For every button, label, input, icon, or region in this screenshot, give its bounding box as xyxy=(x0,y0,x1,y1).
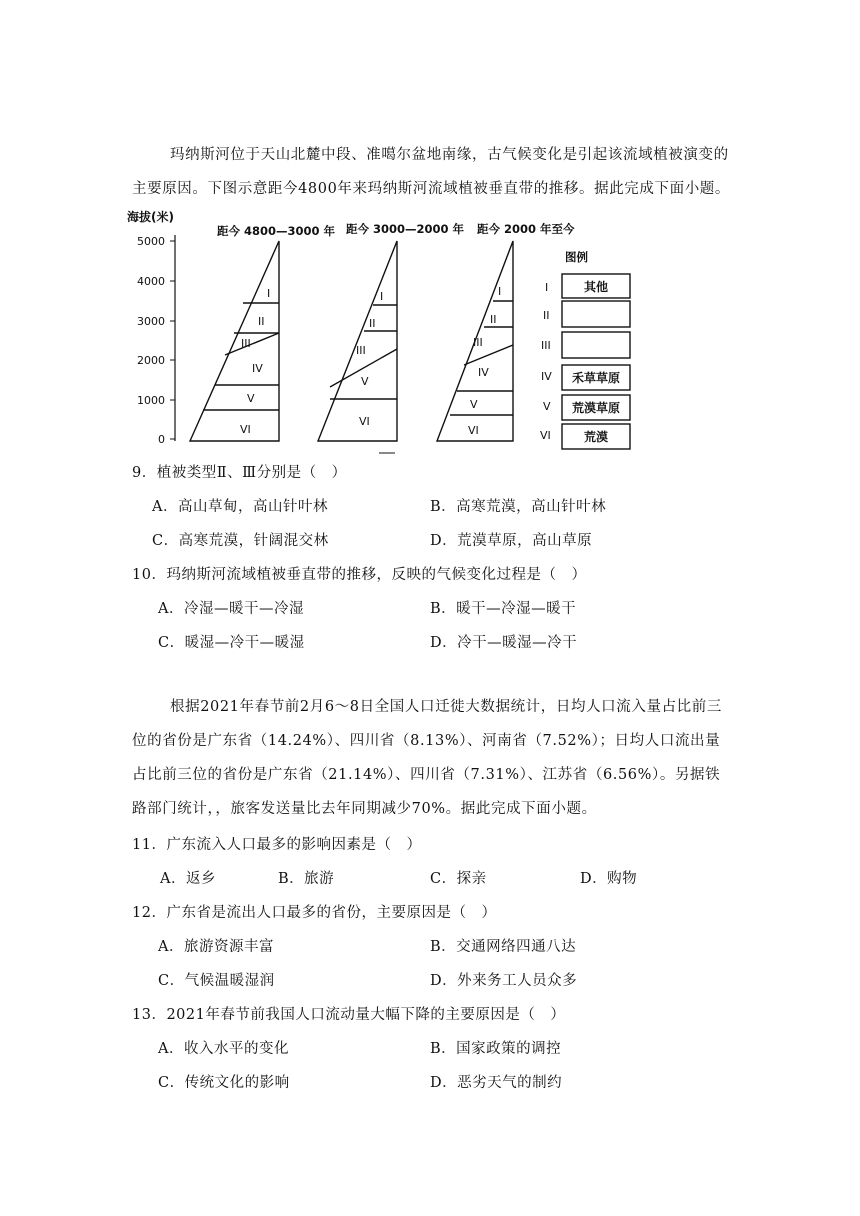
legend-code: IV xyxy=(541,370,552,383)
option-d[interactable]: D．荒漠草原，高山草原 xyxy=(430,533,593,549)
option-b[interactable]: B．交通网络四通八达 xyxy=(430,939,577,955)
option-d[interactable]: D．外来务工人员众多 xyxy=(430,973,578,989)
option-c[interactable]: C．传统文化的影响 xyxy=(158,1075,290,1091)
passage-migration: 根据2021年春节前2月6～8日全国人口迁徙大数据统计，日均人口流入量占比前三位的省份是广东省（14.24%）、四川省（8.13%）、河南省（7.52%）；日均人口流出量占比前三位的省份是广东省（21.14%）、四川省（7.31%）、江苏省（6.56%）。另据铁路部门统计，，旅客发送量比去年同期减少70%。据此完成下面小题。 xyxy=(132,699,722,817)
y-tick-label: 0 xyxy=(158,433,165,446)
passage-manas: 玛纳斯河位于天山北麓中段、准噶尔盆地南缘，古气候变化是引起该流域植被演变的主要原因。下图示意距今4800年来玛纳斯河流域植被垂直带的推移。据此完成下面小题。 xyxy=(132,147,730,197)
question-stem: 11．广东流入人口最多的影响因素是（ ） xyxy=(132,837,422,853)
y-tick-label: 5000 xyxy=(137,235,165,248)
zone-label: IV xyxy=(252,362,263,375)
legend-box xyxy=(562,301,630,327)
vegetation-zone-figure xyxy=(127,205,635,455)
option-b[interactable]: B．国家政策的调控 xyxy=(430,1041,562,1057)
legend-text: 荒漠 xyxy=(583,430,609,444)
y-tick-label: 4000 xyxy=(137,275,165,288)
y-tick-label: 2000 xyxy=(137,354,165,367)
legend-code: II xyxy=(543,309,550,322)
legend-code: VI xyxy=(540,429,551,442)
zone-label: VI xyxy=(359,415,370,428)
option-a[interactable]: A．高山草甸，高山针叶林 xyxy=(152,499,328,515)
zone-label: I xyxy=(380,290,384,303)
panel-title: 距今 4800—3000 年 xyxy=(217,224,336,238)
option-d[interactable]: D．恶劣天气的制约 xyxy=(430,1075,563,1091)
panel-2-triangle xyxy=(318,241,397,441)
zone-label: VI xyxy=(468,424,479,437)
option-d[interactable]: D．购物 xyxy=(580,871,638,887)
panel-1-triangle xyxy=(190,241,279,441)
legend-text: 其他 xyxy=(583,280,609,294)
option-c[interactable]: C．气候温暖湿润 xyxy=(158,973,275,989)
zone-label: I xyxy=(498,285,502,298)
zone-label: II xyxy=(258,315,265,328)
option-b[interactable]: B．暖干—冷湿—暖干 xyxy=(430,601,577,617)
zone-label: II xyxy=(369,317,376,330)
panel-title: 距今 3000—2000 年 xyxy=(346,222,465,236)
zone-label: V xyxy=(247,392,255,405)
question-stem: 9．植被类型Ⅱ、Ⅲ分别是（ ） xyxy=(132,465,347,481)
option-c[interactable]: C．探亲 xyxy=(430,871,487,887)
y-tick-label: 3000 xyxy=(137,315,165,328)
legend-code: V xyxy=(543,400,551,413)
option-b[interactable]: B．旅游 xyxy=(278,871,335,887)
zone-label: IV xyxy=(478,366,489,379)
question-stem: 10．玛纳斯河流域植被垂直带的推移，反映的气候变化过程是（ ） xyxy=(132,567,587,583)
zone-label: VI xyxy=(240,423,251,436)
question-stem: 12．广东省是流出人口最多的省份，主要原因是（ ） xyxy=(132,905,497,921)
option-b[interactable]: B．高寒荒漠，高山针叶林 xyxy=(430,499,607,515)
zone-label: I xyxy=(267,287,271,300)
panel-title: 距今 2000 年至今 xyxy=(477,222,575,236)
question-stem: 13．2021年春节前我国人口流动量大幅下降的主要原因是（ ） xyxy=(132,1007,566,1023)
zone-label: II xyxy=(490,313,497,326)
zone-label: V xyxy=(361,375,369,388)
option-a[interactable]: A．冷湿—暖干—冷湿 xyxy=(158,601,304,617)
legend-code: III xyxy=(541,339,551,352)
y-tick-label: 1000 xyxy=(137,394,165,407)
option-a[interactable]: A．收入水平的变化 xyxy=(158,1041,289,1057)
legend-box xyxy=(562,332,630,358)
legend-text: 荒漠草原 xyxy=(571,401,621,415)
zone-label: III xyxy=(356,344,366,357)
legend-code: I xyxy=(545,281,549,294)
zone-label: III xyxy=(241,337,251,350)
option-c[interactable]: C．高寒荒漠，针阔混交林 xyxy=(152,533,329,549)
legend-text: 禾草草原 xyxy=(571,371,621,385)
legend-title: 图例 xyxy=(565,250,588,264)
y-axis-title: 海拔(米) xyxy=(127,210,174,224)
option-a[interactable]: A．返乡 xyxy=(160,871,216,887)
zone-label: V xyxy=(470,398,478,411)
zone-label: III xyxy=(473,336,483,349)
option-c[interactable]: C．暖湿—冷干—暖湿 xyxy=(158,635,305,651)
vegetation-zone-svg xyxy=(127,205,635,455)
option-a[interactable]: A．旅游资源丰富 xyxy=(158,939,274,955)
option-d[interactable]: D．冷干—暖湿—冷干 xyxy=(430,635,578,651)
